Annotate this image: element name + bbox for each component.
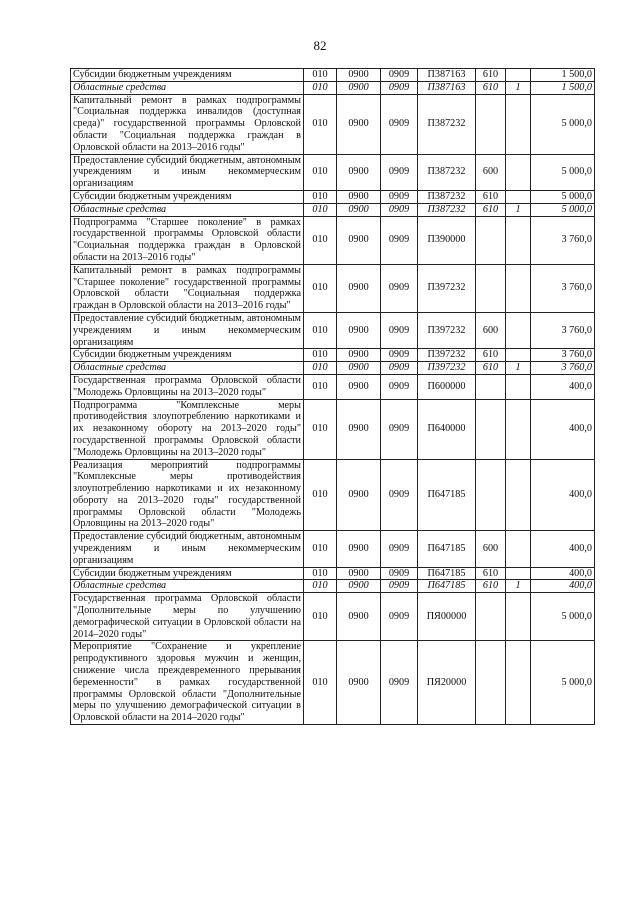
expense-type-cell: 600 [476,531,506,567]
amount-cell: 5 000,0 [531,154,595,190]
expense-type-cell [476,216,506,264]
row-name-cell: Подпрограмма "Старшее поколение" в рамках государственной программы Орловской области "Социальная поддержка граждан в Орловской области на 2013–2016 годы" [71,216,304,264]
table-row [71,459,595,531]
table-row [71,349,595,362]
ministry-code-cell: 010 [304,531,337,567]
expense-type-cell: 610 [476,81,506,94]
row-name-cell: Субсидии бюджетным учреждениям [71,567,304,580]
funding-source-cell [506,94,531,154]
ministry-code-cell: 010 [304,94,337,154]
funding-source-cell [506,154,531,190]
amount-cell: 3 760,0 [531,362,595,375]
funding-source-cell [506,69,531,82]
subsection-code-cell: 0909 [381,531,418,567]
target-article-cell: П397232 [418,264,476,312]
expense-type-cell [476,641,506,725]
amount-cell: 400,0 [531,567,595,580]
section-code-cell: 0900 [337,264,381,312]
row-name-cell: Субсидии бюджетным учреждениям [71,349,304,362]
ministry-code-cell: 010 [304,216,337,264]
ministry-code-cell: 010 [304,69,337,82]
amount-cell: 1 500,0 [531,69,595,82]
amount-cell: 400,0 [531,459,595,531]
row-name-cell: Предоставление субсидий бюджетным, автономным учреждениям и иным некоммерческим организациям [71,312,304,348]
table-row [71,69,595,82]
funding-source-cell [506,531,531,567]
subsection-code-cell: 0909 [381,374,418,399]
table-row [71,94,595,154]
funding-source-cell [506,459,531,531]
ministry-code-cell: 010 [304,81,337,94]
section-code-cell: 0900 [337,312,381,348]
target-article-cell: П600000 [418,374,476,399]
row-name-cell: Предоставление субсидий бюджетным, автономным учреждениям и иным некоммерческим организациям [71,154,304,190]
table-row [71,203,595,216]
amount-cell: 3 760,0 [531,216,595,264]
row-name-cell: Государственная программа Орловской области "Дополнительные меры по улучшению демографической ситуации в Орловской области на 2014–2020 годы" [71,593,304,641]
target-article-cell: П647185 [418,567,476,580]
expense-type-cell [476,459,506,531]
expense-type-cell: 610 [476,69,506,82]
amount-cell: 3 760,0 [531,312,595,348]
amount-cell: 5 000,0 [531,94,595,154]
expense-type-cell: 600 [476,154,506,190]
subsection-code-cell: 0909 [381,69,418,82]
amount-cell: 400,0 [531,531,595,567]
expense-type-cell: 610 [476,190,506,203]
amount-cell: 5 000,0 [531,203,595,216]
row-name-cell: Субсидии бюджетным учреждениям [71,69,304,82]
expense-type-cell [476,374,506,399]
target-article-cell: П387232 [418,94,476,154]
section-code-cell: 0900 [337,399,381,459]
funding-source-cell [506,567,531,580]
row-name-cell: Государственная программа Орловской области "Молодежь Орловщины на 2013–2020 годы" [71,374,304,399]
funding-source-cell [506,374,531,399]
target-article-cell: П397232 [418,312,476,348]
funding-source-cell: 1 [506,362,531,375]
expense-type-cell [476,399,506,459]
section-code-cell: 0900 [337,531,381,567]
target-article-cell: П387232 [418,154,476,190]
table-row [71,264,595,312]
target-article-cell: П387163 [418,69,476,82]
table-row [71,374,595,399]
ministry-code-cell: 010 [304,593,337,641]
amount-cell: 400,0 [531,374,595,399]
ministry-code-cell: 010 [304,264,337,312]
amount-cell: 5 000,0 [531,190,595,203]
amount-cell: 3 760,0 [531,264,595,312]
expense-type-cell: 610 [476,567,506,580]
ministry-code-cell: 010 [304,362,337,375]
section-code-cell: 0900 [337,580,381,593]
target-article-cell: П390000 [418,216,476,264]
subsection-code-cell: 0909 [381,264,418,312]
table-row [71,399,595,459]
section-code-cell: 0900 [337,216,381,264]
section-code-cell: 0900 [337,567,381,580]
amount-cell: 400,0 [531,580,595,593]
row-name-cell: Областные средства [71,580,304,593]
section-code-cell: 0900 [337,362,381,375]
expense-type-cell: 610 [476,362,506,375]
funding-source-cell: 1 [506,81,531,94]
subsection-code-cell: 0909 [381,312,418,348]
subsection-code-cell: 0909 [381,580,418,593]
table-row [71,190,595,203]
section-code-cell: 0900 [337,154,381,190]
table-row [71,362,595,375]
row-name-cell: Субсидии бюджетным учреждениям [71,190,304,203]
amount-cell: 1 500,0 [531,81,595,94]
row-name-cell: Областные средства [71,362,304,375]
target-article-cell: П640000 [418,399,476,459]
subsection-code-cell: 0909 [381,216,418,264]
funding-source-cell [506,641,531,725]
subsection-code-cell: 0909 [381,81,418,94]
funding-source-cell [506,399,531,459]
row-name-cell: Капитальный ремонт в рамках подпрограммы "Старшее поколение" государственной программы Орловской области "Социальная поддержка граждан в Орловской области на 2013–2016 годы" [71,264,304,312]
section-code-cell: 0900 [337,459,381,531]
table-row [71,216,595,264]
target-article-cell: ПЯ20000 [418,641,476,725]
subsection-code-cell: 0909 [381,641,418,725]
table-row [71,567,595,580]
table-row [71,312,595,348]
budget-table [70,68,595,725]
expense-type-cell [476,264,506,312]
funding-source-cell [506,190,531,203]
expense-type-cell: 610 [476,349,506,362]
expense-type-cell: 600 [476,312,506,348]
section-code-cell: 0900 [337,349,381,362]
amount-cell: 5 000,0 [531,593,595,641]
subsection-code-cell: 0909 [381,459,418,531]
row-name-cell: Подпрограмма "Комплексные меры противодействия злоупотреблению наркотиками и их незаконному обороту на 2013–2020 годы" государственной программы Орловской области "Молодежь Орловщины на 2013–2020 годы" [71,399,304,459]
subsection-code-cell: 0909 [381,593,418,641]
row-name-cell: Предоставление субсидий бюджетным, автономным учреждениям и иным некоммерческим организациям [71,531,304,567]
table-row [71,531,595,567]
subsection-code-cell: 0909 [381,362,418,375]
section-code-cell: 0900 [337,374,381,399]
section-code-cell: 0900 [337,81,381,94]
expense-type-cell: 610 [476,203,506,216]
ministry-code-cell: 010 [304,203,337,216]
amount-cell: 3 760,0 [531,349,595,362]
target-article-cell: П397232 [418,362,476,375]
target-article-cell: П387163 [418,81,476,94]
row-name-cell: Мероприятие "Сохранение и укрепление репродуктивного здоровья мужчин и женщин, снижение числа преждевременного прерывания беременности" в рамках государственной программы Орловской области "Дополнительные меры по улучшению демографической ситуации в Орловской области на 2014–2020 годы" [71,641,304,725]
row-name-cell: Областные средства [71,203,304,216]
ministry-code-cell: 010 [304,349,337,362]
target-article-cell: П397232 [418,349,476,362]
ministry-code-cell: 010 [304,374,337,399]
target-article-cell: П387232 [418,190,476,203]
target-article-cell: П647185 [418,580,476,593]
subsection-code-cell: 0909 [381,190,418,203]
funding-source-cell [506,593,531,641]
ministry-code-cell: 010 [304,459,337,531]
expense-type-cell: 610 [476,580,506,593]
subsection-code-cell: 0909 [381,94,418,154]
funding-source-cell [506,216,531,264]
table-row [71,81,595,94]
budget-table-body [71,69,595,725]
funding-source-cell [506,349,531,362]
ministry-code-cell: 010 [304,154,337,190]
ministry-code-cell: 010 [304,567,337,580]
ministry-code-cell: 010 [304,641,337,725]
amount-cell: 400,0 [531,399,595,459]
funding-source-cell: 1 [506,580,531,593]
row-name-cell: Областные средства [71,81,304,94]
subsection-code-cell: 0909 [381,203,418,216]
table-row [71,580,595,593]
section-code-cell: 0900 [337,190,381,203]
ministry-code-cell: 010 [304,399,337,459]
ministry-code-cell: 010 [304,580,337,593]
target-article-cell: П647185 [418,459,476,531]
target-article-cell: П387232 [418,203,476,216]
section-code-cell: 0900 [337,641,381,725]
table-row [71,154,595,190]
table-row [71,593,595,641]
ministry-code-cell: 010 [304,190,337,203]
section-code-cell: 0900 [337,203,381,216]
row-name-cell: Капитальный ремонт в рамках подпрограммы "Социальная поддержка инвалидов (доступная среда)" государственной программы Орловской области "Социальная поддержка граждан в Орловской области на 2013–2016 годы" [71,94,304,154]
expense-type-cell [476,593,506,641]
ministry-code-cell: 010 [304,312,337,348]
row-name-cell: Реализация мероприятий подпрограммы "Комплексные меры противодействия злоупотреблению наркотиками и их незаконному обороту на 2013–2020 годы" государственной программы Орловской области "Молодежь Орловщины на 2013–2020 годы" [71,459,304,531]
section-code-cell: 0900 [337,94,381,154]
target-article-cell: П647185 [418,531,476,567]
subsection-code-cell: 0909 [381,399,418,459]
section-code-cell: 0900 [337,593,381,641]
amount-cell: 5 000,0 [531,641,595,725]
funding-source-cell: 1 [506,203,531,216]
expense-type-cell [476,94,506,154]
table-row [71,641,595,725]
section-code-cell: 0900 [337,69,381,82]
target-article-cell: ПЯ00000 [418,593,476,641]
page-number: 82 [313,38,327,53]
subsection-code-cell: 0909 [381,349,418,362]
funding-source-cell [506,264,531,312]
subsection-code-cell: 0909 [381,154,418,190]
funding-source-cell [506,312,531,348]
subsection-code-cell: 0909 [381,567,418,580]
